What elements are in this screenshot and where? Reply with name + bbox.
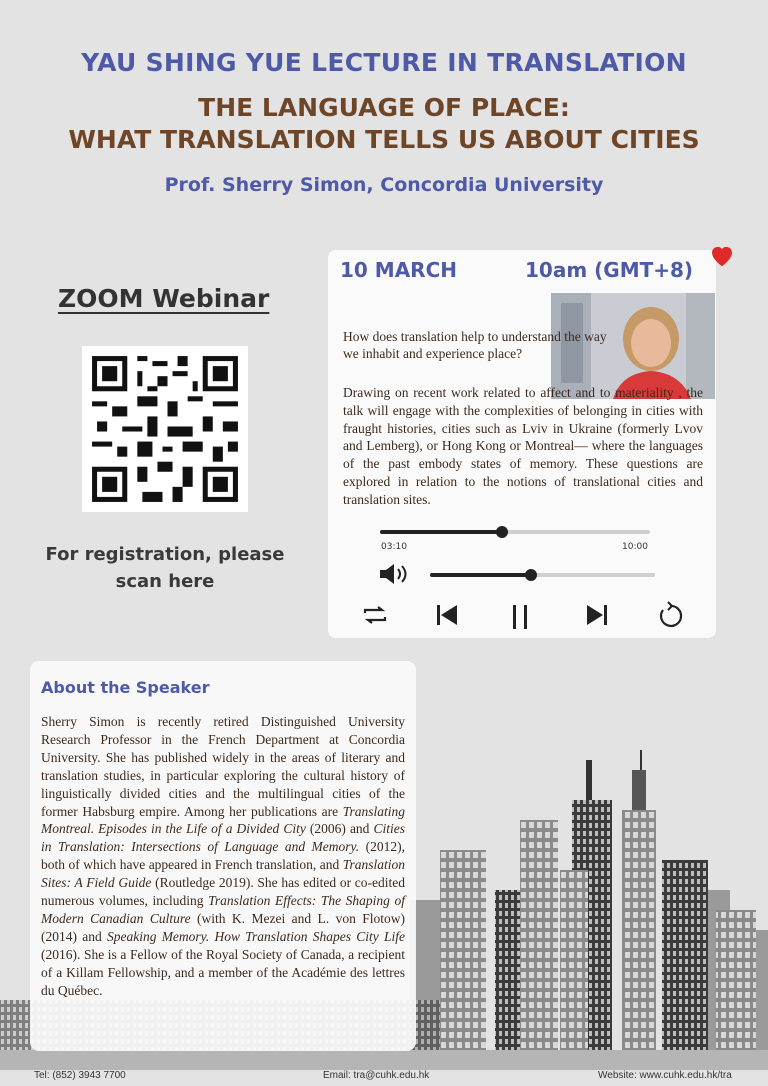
progress-bar[interactable] (380, 530, 650, 534)
footer-email[interactable]: Email: tra@cuhk.edu.hk (323, 1070, 430, 1081)
lecture-title-line-1: THE LANGUAGE OF PLACE: (198, 93, 570, 122)
pause-icon[interactable] (505, 602, 535, 632)
qr-code-icon (82, 346, 248, 512)
footer-website[interactable]: Website: www.cuhk.edu.hk/tra (598, 1070, 732, 1081)
registration-qr-code[interactable] (82, 346, 248, 512)
event-description: Drawing on recent work related to affect and to materiality , the talk will engage with the complexities of belonging in cities with fraught histories, cities such as Lviv in Ukraine (formerly Lvov and Lemberg), or Hong Kong or Montreal— where the languages of the past embody states of memory. These questions are explored in relation to the notions of translational cities and translation sites. (343, 385, 703, 507)
lecture-title-line-2: WHAT TRANSLATION TELLS US ABOUT CITIES (68, 125, 700, 154)
book-title: Translating Montreal. Episodes in the Life of a Divided City (41, 803, 405, 837)
book-title: Translation Effects: The Shaping of Modern Canadian Culture (41, 893, 406, 926)
previous-icon[interactable] (432, 600, 462, 630)
book-title: Speaking Memory. How Translation Shapes City Life (106, 928, 406, 944)
volume-icon[interactable] (378, 562, 412, 586)
volume-slider[interactable] (430, 573, 655, 577)
heart-icon (707, 240, 737, 270)
registration-line-1: For registration, please (45, 544, 285, 565)
speaker-name: Prof. Sherry Simon, Concordia University (164, 174, 604, 196)
progress-fill (380, 530, 502, 534)
total-duration: 10:00 (622, 542, 648, 552)
event-time: 10am (GMT+8) (525, 258, 694, 282)
event-question: How does translation help to understand the way we inhabit and experience place? (343, 329, 607, 361)
speaker-biography: Sherry Simon is recently retired Distinguished University Research Professor in the French Department at Concordia University. She has published widely in the areas of literary and translation studies, in particular exploring the cultural history of linguistically divided cities and the multilingual cities of the former Habsburg empire. Among her publications are Translating Montreal. Episodes in the Life of a Divided City (2006) and Cities in Translation: Intersections of Language and Memory. (2012), both of which have appeared in French translation, and Translation Sites: A Field Guide (Routledge 2019). She has edited or co-edited numerous volumes, including Translation Effects: The Shaping of Modern Canadian Culture (with K. Mezei and L. von Flotow) (2014) and Speaking Memory. How Translation Shapes City Life (2016). She is a Fellow of the Royal Society of Canada, a recipient of a Killam Fellowship, and a member of the Académie des lettres du Québec. (41, 714, 406, 998)
footer-telephone: Tel: (852) 3943 7700 (34, 1070, 126, 1081)
platform-label: ZOOM Webinar (58, 284, 270, 313)
registration-line-2: scan here (115, 571, 215, 592)
progress-handle[interactable] (496, 526, 508, 538)
book-title: Cities in Translation: Intersections of Language and Memory. (41, 821, 406, 855)
lecture-series-title: YAU SHING YUE LECTURE IN TRANSLATION (81, 48, 687, 77)
replay-icon[interactable] (655, 601, 685, 631)
registration-instructions (40, 541, 290, 595)
event-date: 10 MARCH (340, 258, 457, 282)
next-icon[interactable] (582, 600, 612, 630)
elapsed-time: 03:10 (381, 542, 407, 552)
repeat-icon[interactable] (360, 600, 390, 630)
about-speaker-heading: About the Speaker (41, 678, 210, 697)
book-title: Translation Sites: A Field Guide (41, 857, 405, 891)
volume-fill (430, 573, 531, 577)
